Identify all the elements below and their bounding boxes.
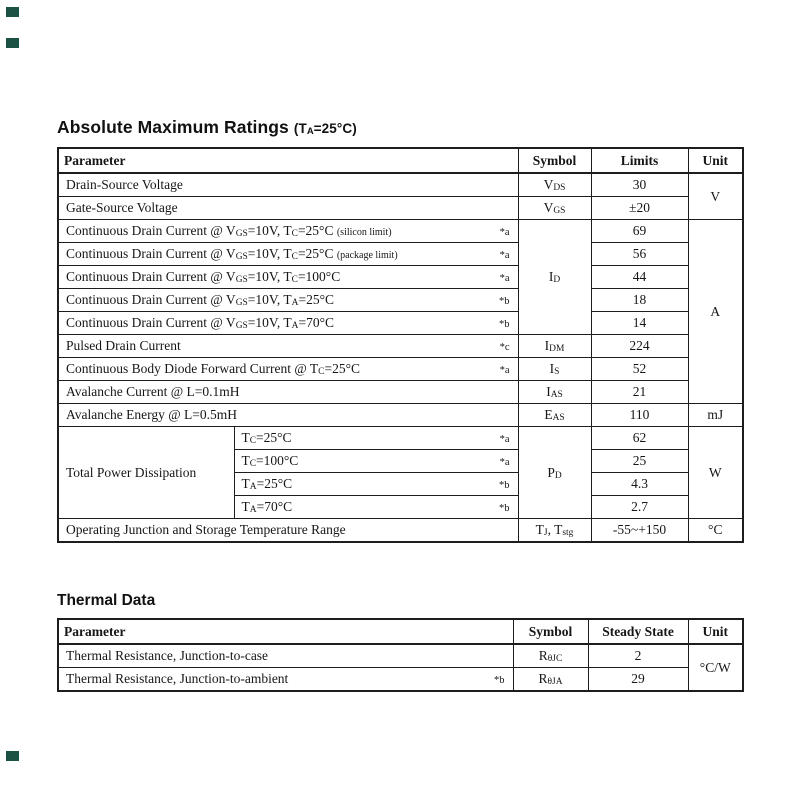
table-row xyxy=(58,243,743,266)
parameter-cell: Avalanche Current @ L=0.1mH xyxy=(58,381,518,404)
limit-cell: 21 xyxy=(591,381,688,404)
footnote-ref: *a xyxy=(499,457,510,468)
symbol-cell: ID xyxy=(518,220,591,335)
symbol-cell: PD xyxy=(518,427,591,519)
table-row xyxy=(58,335,743,358)
symbol-cell: RθJA xyxy=(513,668,588,692)
corner-mark xyxy=(6,7,19,17)
table-row xyxy=(58,289,743,312)
table-row xyxy=(58,358,743,381)
limit-cell: 56 xyxy=(591,243,688,266)
limit-cell: 52 xyxy=(591,358,688,381)
parameter-cell: Drain-Source Voltage xyxy=(58,173,518,197)
corner-mark xyxy=(6,751,19,761)
limit-cell: ±20 xyxy=(591,197,688,220)
symbol-cell: RθJC xyxy=(513,644,588,668)
parameter-cell: Continuous Drain Current @ VGS=10V, TC=25°C (silicon limit) *a xyxy=(58,220,518,243)
table-row xyxy=(58,220,743,243)
parameter-cell: Operating Junction and Storage Temperature Range xyxy=(58,519,518,543)
column-header: Unit xyxy=(688,619,743,644)
limit-cell: 30 xyxy=(591,173,688,197)
parameter-cell: Continuous Drain Current @ VGS=10V, TA=70°C *b xyxy=(58,312,518,335)
column-header: Limits xyxy=(591,148,688,173)
symbol-cell: VGS xyxy=(518,197,591,220)
limit-cell: 110 xyxy=(591,404,688,427)
limit-cell: 25 xyxy=(591,450,688,473)
table-row xyxy=(58,173,743,197)
limit-cell: -55~+150 xyxy=(591,519,688,543)
unit-cell: V xyxy=(688,173,743,220)
section-label-cell: Total Power Dissipation xyxy=(58,427,234,519)
footnote-ref: *c xyxy=(499,342,510,353)
column-header: Parameter xyxy=(58,619,513,644)
column-header: Parameter xyxy=(58,148,518,173)
column-header: Steady State xyxy=(588,619,688,644)
footnote-ref: *a xyxy=(499,273,510,284)
footnote-ref: *b xyxy=(499,319,510,330)
limit-cell: 18 xyxy=(591,289,688,312)
parameter-cell: Gate-Source Voltage xyxy=(58,197,518,220)
parameter-cell: Continuous Drain Current @ VGS=10V, TA=25°C *b xyxy=(58,289,518,312)
amr-section-title xyxy=(57,117,742,138)
condition-cell: TC=100°C *a xyxy=(234,450,518,473)
parameter-cell: Continuous Body Diode Forward Current @ TC=25°C *a xyxy=(58,358,518,381)
symbol-cell: IAS xyxy=(518,381,591,404)
table-row xyxy=(58,644,743,668)
footnote-ref: *b xyxy=(499,296,510,307)
parameter-cell: Continuous Drain Current @ VGS=10V, TC=25°C (package limit) *a xyxy=(58,243,518,266)
footnote-ref: *b xyxy=(499,480,510,491)
parameter-cell: Thermal Resistance, Junction-to-case xyxy=(58,644,513,668)
table-row xyxy=(58,381,743,404)
limit-cell: 2.7 xyxy=(591,496,688,519)
table-row xyxy=(58,312,743,335)
table-row xyxy=(58,668,743,692)
footnote-ref: *a xyxy=(499,365,510,376)
unit-cell: A xyxy=(688,220,743,404)
symbol-cell: IDM xyxy=(518,335,591,358)
unit-cell: °C xyxy=(688,519,743,543)
parameter-cell: Continuous Drain Current @ VGS=10V, TC=100°C *a xyxy=(58,266,518,289)
header-row xyxy=(58,148,743,173)
symbol-cell: EAS xyxy=(518,404,591,427)
footnote-ref: *a xyxy=(499,250,510,261)
symbol-cell: IS xyxy=(518,358,591,381)
table-row xyxy=(58,266,743,289)
parameter-cell: Avalanche Energy @ L=0.5mH xyxy=(58,404,518,427)
table-row xyxy=(58,404,743,427)
footnote-ref: *b xyxy=(499,503,510,514)
limit-cell: 29 xyxy=(588,668,688,692)
footnote-ref: *a xyxy=(499,227,510,238)
limit-cell: 224 xyxy=(591,335,688,358)
datasheet-page xyxy=(57,117,742,692)
parameter-cell: Thermal Resistance, Junction-to-ambient *b xyxy=(58,668,513,692)
unit-cell: mJ xyxy=(688,404,743,427)
amr-title-text: Absolute Maximum Ratings xyxy=(57,117,289,137)
parameter-cell: Pulsed Drain Current *c xyxy=(58,335,518,358)
thermal-section-title: Thermal Data xyxy=(57,592,156,609)
condition-cell: TC=25°C *a xyxy=(234,427,518,450)
column-header: Symbol xyxy=(518,148,591,173)
table-row xyxy=(58,197,743,220)
amr-title-condition: (TA=25°C) xyxy=(293,121,357,137)
footnote-ref: *a xyxy=(499,434,510,445)
limit-cell: 14 xyxy=(591,312,688,335)
table-row xyxy=(58,427,743,450)
limit-cell: 2 xyxy=(588,644,688,668)
condition-cell: TA=70°C *b xyxy=(234,496,518,519)
absolute-maximum-ratings-table xyxy=(57,147,744,543)
limit-cell: 4.3 xyxy=(591,473,688,496)
unit-cell: W xyxy=(688,427,743,519)
unit-cell: °C/W xyxy=(688,644,743,691)
symbol-cell: TJ, Tstg xyxy=(518,519,591,543)
corner-mark xyxy=(6,38,19,48)
column-header: Unit xyxy=(688,148,743,173)
table-row xyxy=(58,519,743,543)
limit-cell: 69 xyxy=(591,220,688,243)
condition-cell: TA=25°C *b xyxy=(234,473,518,496)
footnote-ref: *b xyxy=(494,675,505,686)
limit-cell: 44 xyxy=(591,266,688,289)
column-header: Symbol xyxy=(513,619,588,644)
symbol-cell: VDS xyxy=(518,173,591,197)
thermal-data-table xyxy=(57,618,744,692)
header-row xyxy=(58,619,743,644)
limit-cell: 62 xyxy=(591,427,688,450)
